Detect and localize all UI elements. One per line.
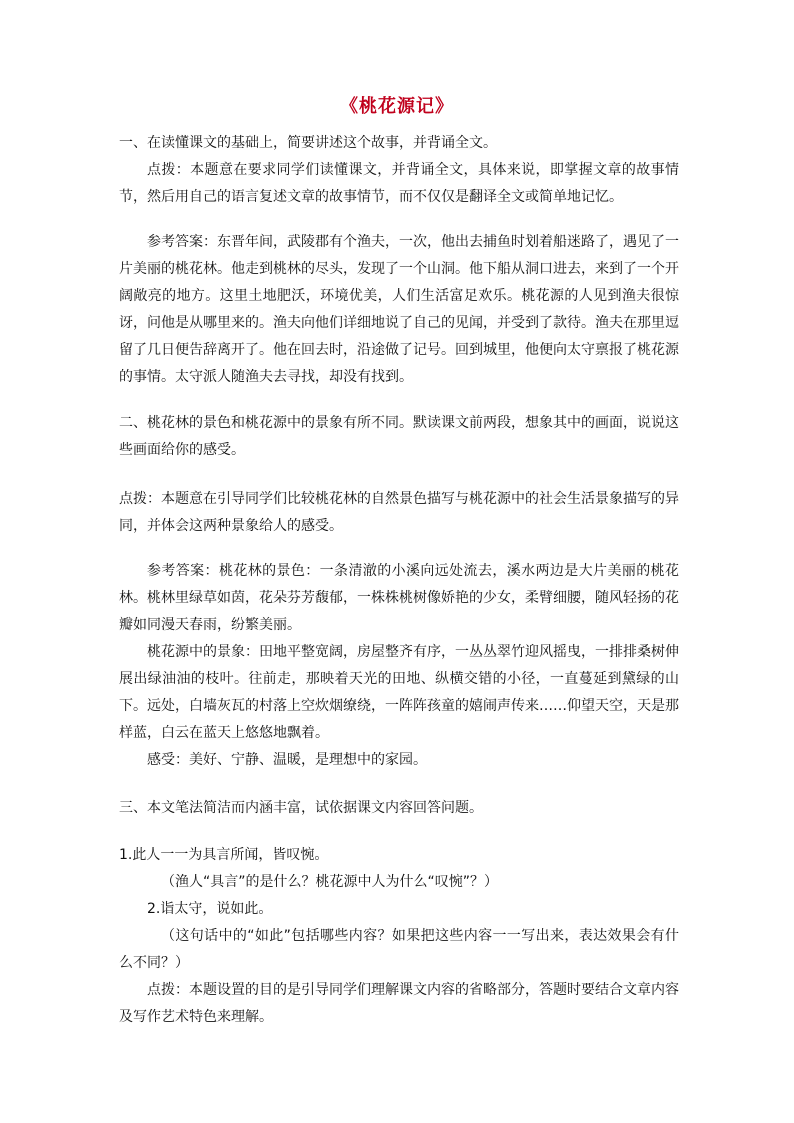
- question-3-item-1-prompt: （渔人“具言”的是什么？桃花源中人为什么“叹惋”？）: [161, 874, 499, 890]
- question-3-item-2-prompt: （这句话中的“如此”包括哪些内容？如果把这些内容一一写出来，表达效果会有什么不同？）: [119, 928, 679, 971]
- question-2-title: 二、桃花林的景色和桃花源中的景象有所不同。默读课文前两段，想象其中的画面，说说这些画面给你的感受。: [119, 415, 679, 458]
- question-2-answer-village: 桃花源中的景象：田地平整宽阔，房屋整齐有序，一丛丛翠竹迎风摇曳，一排排桑树伸展出绿油油的枝叶。往前走，那映着天光的田地、纵横交错的小径，一直蔓延到黛绿的山下。远处，白墙灰瓦的村落上空炊烟缭绕，一阵阵孩童的嬉闹声传来……仰望天空，天是那样蓝，白云在蓝天上悠悠地飘着。: [119, 644, 679, 741]
- question-3-item-1: 1.此人一一为具言所闻，皆叹惋。: [119, 847, 329, 863]
- question-1-title: 一、在读懂课文的基础上，简要讲述这个故事，并背诵全文。: [119, 135, 497, 151]
- question-1-hint: 点拨：本题意在要求同学们读懂课文，并背诵全文，具体来说，即掌握文章的故事情节，然后用自己的语言复述文章的故事情节，而不仅仅是翻译全文或简单地记忆。: [119, 162, 679, 205]
- question-3-hint: 点拨：本题设置的目的是引导同学们理解课文内容的省略部分，答题时要结合文章内容及写作艺术特色来理解。: [119, 982, 679, 1025]
- question-2-answer-scenery: 参考答案：桃花林的景色：一条清澈的小溪向远处流去，溪水两边是大片美丽的桃花林。桃林里绿草如茵，花朵芬芳馥郁，一株株桃树像娇艳的少女，柔臂细腰，随风轻扬的花瓣如同漫天春雨，纷繁美丽。: [119, 563, 679, 633]
- question-3-item-2: 2.诣太守，说如此。: [147, 901, 273, 917]
- question-2-feeling: 感受：美好、宁静、温暖，是理想中的家园。: [147, 752, 427, 768]
- question-1-answer: 参考答案：东晋年间，武陵郡有个渔夫，一次，他出去捕鱼时划着船迷路了，遇见了一片美丽的桃花林。他走到桃林的尽头，发现了一个山洞。他下船从洞口进去，来到了一个开阔敞亮的地方。这里土地肥沃，环境优美，人们生活富足欢乐。桃花源的人见到渔夫很惊讶，问他是从哪里来的。渔夫向他们详细地说了自己的见闻，并受到了款待。渔夫在那里逗留了几日便告辞离开了。他在回去时，沿途做了记号。回到城里，他便向太守禀报了桃花源的事情。太守派人随渔夫去寻找，却没有找到。: [119, 234, 679, 385]
- page-title: 《桃花源记》: [340, 96, 454, 117]
- question-3-title: 三、本文笔法简洁而内涵丰富，试依据课文内容回答问题。: [119, 800, 483, 816]
- question-2-hint: 点拨：本题意在引导同学们比较桃花林的自然景色描写与桃花源中的社会生活景象描写的异同，并体会这两种景象给人的感受。: [119, 491, 679, 534]
